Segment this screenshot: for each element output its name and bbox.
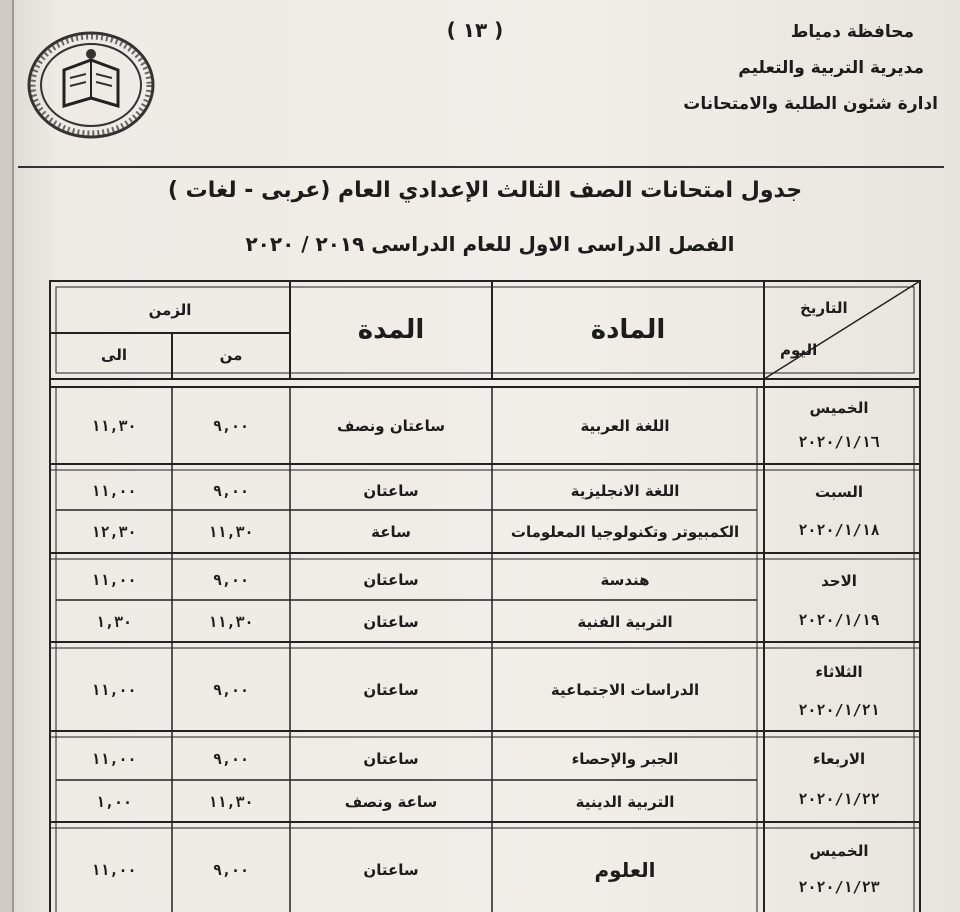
header-day: اليوم (780, 341, 818, 359)
day-date: ٢٠٢٠/١/١٩ (798, 611, 880, 629)
day-label: الاربعاء (812, 750, 866, 768)
subject-cell: التربية الفنية (577, 612, 673, 631)
duration-cell: ساعتان ونصف (337, 417, 446, 435)
subject-cell: الدراسات الاجتماعية (550, 681, 700, 699)
duration-cell: ساعتان (363, 612, 419, 631)
header-from: من (219, 346, 243, 364)
day-date: ٢٠٢٠/١/١٦ (798, 433, 880, 451)
time-from-cell: ٩,٠٠ (212, 861, 250, 879)
time-from-cell: ٩,٠٠ (212, 571, 250, 589)
duration-cell: ساعتان (363, 861, 419, 879)
page-number: ( ١٣ ) (446, 18, 504, 42)
header-subject: المادة (590, 315, 666, 345)
duration-cell: ساعتان (363, 571, 419, 589)
header-date: التاريخ (800, 299, 848, 317)
letterhead-line-governorate: محافظة دمياط (790, 22, 914, 42)
duration-cell: ساعة (371, 523, 411, 541)
time-from-cell: ٩,٠٠ (212, 417, 250, 435)
day-label: الاحد (821, 572, 857, 590)
time-to-cell: ١,٣٠ (95, 612, 133, 631)
time-to-cell: ١١,٠٠ (91, 861, 137, 879)
day-date: ٢٠٢٠/١/٢١ (798, 701, 880, 719)
time-to-cell: ١٢,٣٠ (91, 523, 137, 541)
subject-cell: الجبر والإحصاء (571, 750, 679, 768)
day-label: الثلاثاء (815, 663, 863, 681)
time-from-cell: ١١,٣٠ (208, 612, 254, 631)
day-date: ٢٠٢٠/١/٢٢ (798, 790, 880, 808)
time-to-cell: ١١,٠٠ (91, 481, 137, 500)
time-to-cell: ١١,٠٠ (91, 571, 137, 589)
subject-cell: التربية الدينية (575, 792, 675, 811)
time-from-cell: ٩,٠٠ (212, 481, 250, 500)
duration-cell: ساعة ونصف (344, 792, 438, 811)
document-title: جدول امتحانات الصف الثالث الإعدادي العام (عربى - لغات ) (167, 178, 803, 203)
time-from-cell: ٩,٠٠ (212, 681, 250, 699)
header-duration: المدة (357, 315, 425, 345)
subject-cell: اللغة العربية (580, 417, 670, 435)
duration-cell: ساعتان (363, 750, 419, 768)
letterhead-line-department: ادارة شئون الطلبة والامتحانات (683, 94, 938, 114)
letterhead-line-directorate: مديرية التربية والتعليم (738, 58, 924, 78)
time-to-cell: ١,٠٠ (95, 792, 133, 811)
time-to-cell: ١١,٠٠ (91, 681, 137, 699)
duration-cell: ساعتان (363, 681, 419, 699)
day-label: الخميس (809, 842, 869, 860)
day-label: الخميس (809, 399, 869, 417)
day-label: السبت (814, 483, 864, 501)
document-subtitle: الفصل الدراسى الاول للعام الدراسى ٢٠١٩ / ٢٠٢٠ (245, 232, 735, 256)
subject-cell: الكمبيوتر وتكنولوجيا المعلومات (510, 523, 740, 541)
time-to-cell: ١١,٠٠ (91, 750, 137, 768)
day-date: ٢٠٢٠/١/٢٣ (798, 878, 880, 896)
day-date: ٢٠٢٠/١/١٨ (798, 521, 880, 539)
time-from-cell: ٩,٠٠ (212, 750, 250, 768)
time-from-cell: ١١,٣٠ (208, 792, 254, 811)
duration-cell: ساعتان (363, 481, 419, 500)
subject-cell: العلوم (594, 858, 656, 882)
subject-cell: اللغة الانجليزية (570, 481, 680, 500)
time-from-cell: ١١,٣٠ (208, 523, 254, 541)
subject-cell: هندسة (600, 571, 650, 589)
time-to-cell: ١١,٣٠ (91, 417, 137, 435)
header-to: الى (101, 346, 127, 364)
header-time: الزمن (148, 301, 192, 319)
